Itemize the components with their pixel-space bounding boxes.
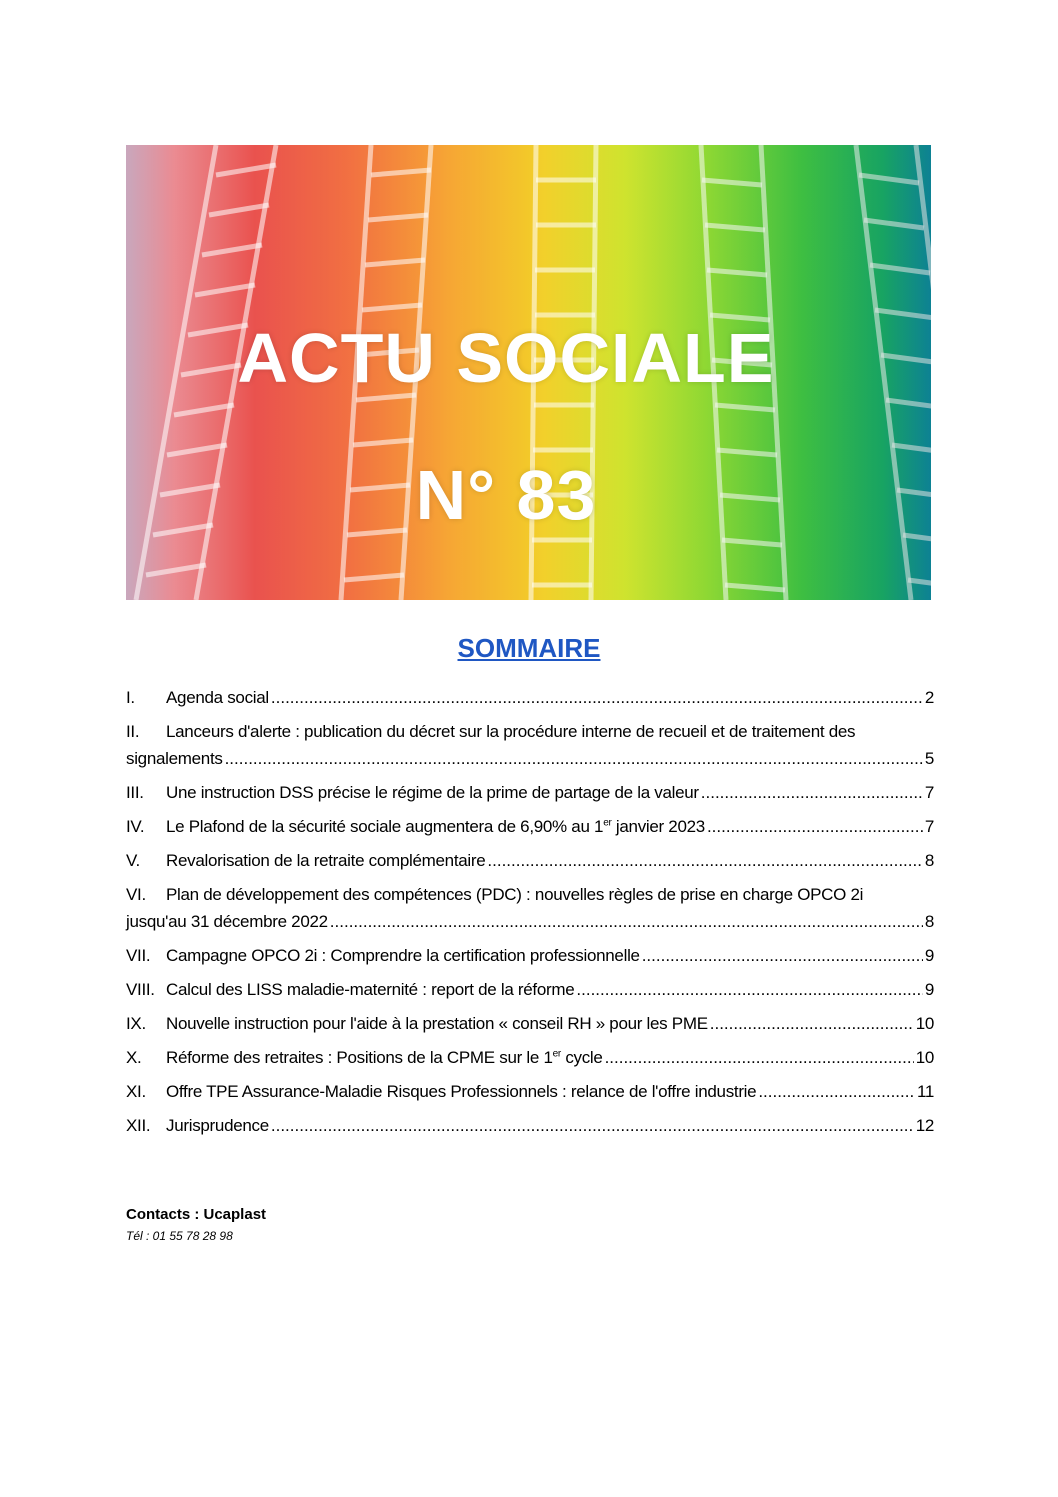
toc-leader [758,1078,915,1105]
contact-phone: Tél : 01 55 78 28 98 [126,1229,233,1243]
toc-title[interactable]: Plan de développement des compétences (PDC) : nouvelles règles de prise en charge OPCO 2i [166,885,864,904]
toc-leader [701,779,923,806]
toc-title[interactable]: Le Plafond de la sécurité sociale augmentera de 6,90% au 1er janvier 2023 [166,817,705,836]
toc-page: 10 [915,1048,934,1067]
toc-number: V. [126,851,140,870]
toc-page: 12 [915,1116,934,1135]
toc-entry[interactable] [126,881,934,935]
toc-number: I. [126,688,135,707]
toc-number: IX. [126,1014,146,1033]
toc-leader [707,813,923,840]
toc-leader [271,684,923,711]
toc-entry[interactable] [126,1078,934,1105]
toc-title-continued[interactable]: signalements [126,749,223,768]
toc-title[interactable]: Lanceurs d'alerte : publication du décret sur la procédure interne de recueil et de traitement des [166,722,856,741]
toc-title[interactable]: Offre TPE Assurance-Maladie Risques Professionnels : relance de l'offre industrie [166,1082,757,1101]
toc-title-continued[interactable]: jusqu'au 31 décembre 2022 [126,912,328,931]
toc-title[interactable]: Agenda social [166,688,269,707]
toc-entry[interactable] [126,1112,934,1139]
toc-title[interactable]: Campagne OPCO 2i : Comprendre la certification professionnelle [166,946,640,965]
toc-page: 8 [924,851,934,870]
toc-leader [642,942,923,969]
toc-leader [487,847,922,874]
toc-leader [576,976,922,1003]
toc-number: VI. [126,885,146,904]
toc-entry[interactable] [126,779,934,806]
toc-page: 11 [916,1082,934,1101]
toc-leader [605,1044,914,1071]
toc-number: III. [126,783,144,802]
toc-page: 8 [924,912,934,931]
toc-number: XII. [126,1116,151,1135]
toc-title[interactable]: Nouvelle instruction pour l'aide à la prestation « conseil RH » pour les PME [166,1014,708,1033]
table-of-contents [126,684,934,1139]
contacts-label: Contacts : Ucaplast [126,1206,267,1223]
issue-number: N° 83 [415,456,597,534]
toc-title[interactable]: Réforme des retraites : Positions de la CPME sur le 1er cycle [166,1048,603,1067]
toc-page: 9 [924,980,934,999]
toc-entry[interactable] [126,976,934,1003]
toc-leader [271,1112,914,1139]
toc-page: 7 [924,783,934,802]
summary-heading: SOMMAIRE [457,633,601,663]
toc-number: VII. [126,946,151,965]
toc-number: IV. [126,817,145,836]
toc-title[interactable]: Revalorisation de la retraite complémentaire [166,851,486,870]
toc-entry[interactable] [126,1044,934,1071]
toc-leader [710,1010,914,1037]
toc-number: XI. [126,1082,146,1101]
toc-page: 7 [924,817,934,836]
toc-entry[interactable] [126,684,934,711]
toc-page: 9 [924,946,934,965]
cover-title: ACTU SOCIALE [237,319,775,397]
toc-number: X. [126,1048,142,1067]
toc-leader [330,908,923,935]
toc-page: 2 [924,688,934,707]
toc-page: 10 [915,1014,934,1033]
toc-entry[interactable] [126,942,934,969]
toc-leader [225,745,923,772]
toc-entry[interactable] [126,813,934,840]
toc-number: VIII. [126,980,155,999]
toc-entry[interactable] [126,718,934,772]
toc-title[interactable]: Une instruction DSS précise le régime de la prime de partage de la valeur [166,783,699,802]
toc-number: II. [126,722,140,741]
toc-title[interactable]: Jurisprudence [166,1116,269,1135]
toc-entry[interactable] [126,1010,934,1037]
toc-title[interactable]: Calcul des LISS maladie-maternité : report de la réforme [166,980,575,999]
toc-page: 5 [924,749,934,768]
toc-entry[interactable] [126,847,934,874]
